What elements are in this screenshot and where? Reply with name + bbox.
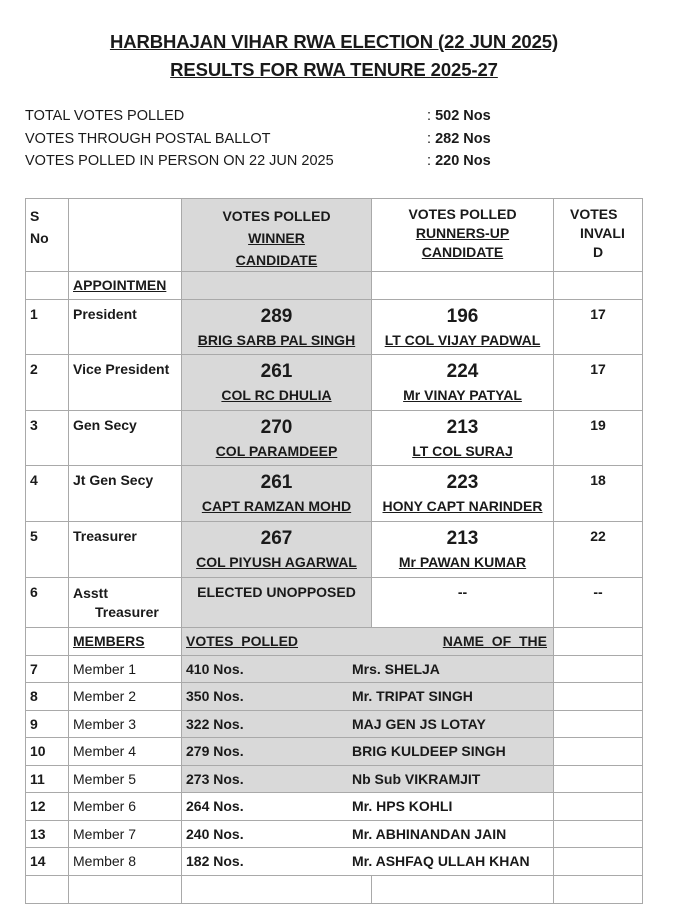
winner-votes: 261 <box>260 472 293 493</box>
members-name-header: NAME OF THE <box>442 633 547 649</box>
appointments-section-row <box>26 272 643 300</box>
winner-name: COL RC DHULIA <box>221 387 332 403</box>
header-runner-up: VOTES POLLED RUNNERS-UP CANDIDATE <box>372 199 554 272</box>
table-row: 2 Vice President 261 COL RC DHULIA 224 Mr VINAY PATYAL 17 <box>26 355 643 411</box>
table-row-asst-treasurer: 6 Asstt Treasurer ELECTED UNOPPOSED -- -- <box>26 578 643 628</box>
summary-label: VOTES THROUGH POSTAL BALLOT <box>25 131 271 147</box>
elected-unopposed: ELECTED UNOPPOSED <box>182 578 372 628</box>
table-row: 13 Member 7 240 Nos. Mr. ABHINANDAN JAIN <box>26 821 643 848</box>
invalid-votes: 17 <box>554 300 643 355</box>
header-winner: VOTES POLLED WINNER CANDIDATE <box>182 199 372 272</box>
summary-value: 502 Nos <box>435 108 491 124</box>
table-row: 1 President 289 BRIG SARB PAL SINGH 196 LT COL VIJAY PADWAL 17 <box>26 300 643 355</box>
empty-row <box>26 876 643 904</box>
table-header-row <box>26 199 643 272</box>
winner-name: CAPT RAMZAN MOHD <box>201 498 352 514</box>
invalid-votes: 22 <box>554 522 643 578</box>
table-row: 7 Member 1 410 Nos. Mrs. SHELJA <box>26 656 643 683</box>
table-row: 3 Gen Secy 270 COL PARAMDEEP 213 LT COL SURAJ 19 <box>26 411 643 466</box>
winner-votes: 270 <box>260 417 293 438</box>
summary-value: 282 Nos <box>435 131 491 147</box>
members-label: MEMBERS <box>73 633 145 649</box>
table-row: 11 Member 5 273 Nos. Nb Sub VIKRAMJIT <box>26 766 643 793</box>
runner-name: HONY CAPT NARINDER <box>382 498 543 514</box>
header-invalid: VOTES INVALI D <box>554 199 643 272</box>
winner-name: BRIG SARB PAL SINGH <box>197 332 356 348</box>
runner-votes: 213 <box>446 528 479 549</box>
table-row: 8 Member 2 350 Nos. Mr. TRIPAT SINGH <box>26 683 643 711</box>
runner-name: LT COL SURAJ <box>412 443 513 459</box>
winner-name: COL PIYUSH AGARWAL <box>196 554 357 570</box>
appointments-label: APPOINTMEN <box>73 277 167 293</box>
table-row: 5 Treasurer 267 COL PIYUSH AGARWAL 213 Mr PAWAN KUMAR 22 <box>26 522 643 578</box>
document-title: HARBHAJAN VIHAR RWA ELECTION (22 JUN 2025) <box>109 31 559 52</box>
table-row: 12 Member 6 264 Nos. Mr. HPS KOHLI <box>26 793 643 821</box>
table-row: 10 Member 4 279 Nos. BRIG KULDEEP SINGH <box>26 738 643 766</box>
summary-label: TOTAL VOTES POLLED <box>25 108 185 124</box>
summary-label: VOTES POLLED IN PERSON ON 22 JUN 2025 <box>25 153 334 169</box>
header-sno: S No <box>26 199 69 272</box>
runner-name: LT COL VIJAY PADWAL <box>384 332 541 348</box>
document-subtitle: RESULTS FOR RWA TENURE 2025-27 <box>170 59 498 80</box>
runner-votes: 213 <box>446 417 479 438</box>
winner-votes: 261 <box>260 361 293 382</box>
table-row: 4 Jt Gen Secy 261 CAPT RAMZAN MOHD 223 HONY CAPT NARINDER 18 <box>26 466 643 522</box>
runner-votes: 196 <box>446 306 479 327</box>
runner-name: Mr VINAY PATYAL <box>403 387 522 403</box>
runner-name: Mr PAWAN KUMAR <box>398 554 527 570</box>
members-votes-header: VOTES POLLED <box>186 633 299 649</box>
runner-votes: 224 <box>446 361 479 382</box>
winner-votes: 289 <box>260 306 293 327</box>
winner-name: COL PARAMDEEP <box>215 443 338 459</box>
winner-votes: 267 <box>260 528 293 549</box>
members-header-row <box>26 628 643 656</box>
header-post <box>69 199 182 272</box>
summary-value: 220 Nos <box>435 153 491 169</box>
runner-votes: 223 <box>446 472 479 493</box>
table-row: 9 Member 3 322 Nos. MAJ GEN JS LOTAY <box>26 711 643 738</box>
table-row: 14 Member 8 182 Nos. Mr. ASHFAQ ULLAH KHAN <box>26 848 643 876</box>
invalid-votes: 19 <box>554 411 643 466</box>
results-table <box>25 198 643 904</box>
invalid-votes: 17 <box>554 355 643 411</box>
invalid-votes: 18 <box>554 466 643 522</box>
